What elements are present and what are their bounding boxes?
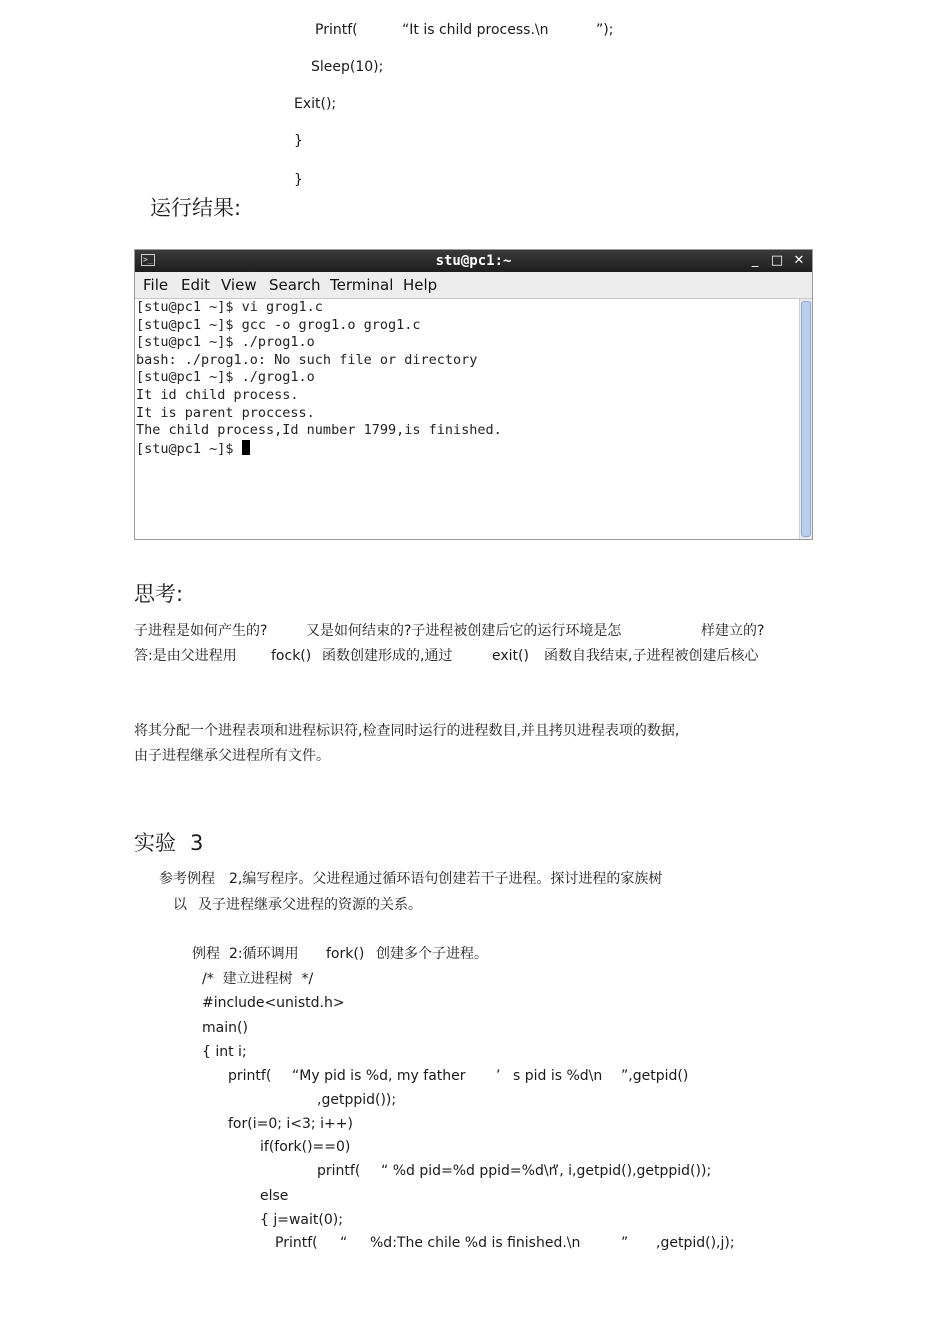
answer-text: fock() xyxy=(271,648,312,664)
code-line: Printf( xyxy=(275,1235,318,1251)
terminal-icon: >_ xyxy=(141,254,155,266)
code-line: Exit(); xyxy=(294,96,337,112)
answer-paragraph: 由子进程继承父进程所有文件。 xyxy=(134,748,330,764)
terminal-line: It is parent proccess. xyxy=(136,404,315,421)
answer-paragraph: 将其分配一个进程表项和进程标识符,检查同时运行的进程数目,并且拷贝进程表项的数据, xyxy=(134,723,680,739)
code-line: ” xyxy=(621,1235,629,1251)
minimize-icon[interactable]: _ xyxy=(751,253,759,268)
menu-file[interactable]: File xyxy=(143,276,169,294)
code-line: #include<unistd.h> xyxy=(202,995,345,1011)
example-title: 创建多个子进程。 xyxy=(376,946,488,962)
terminal-titlebar xyxy=(135,250,812,272)
terminal-prompt: [stu@pc1 ~]$ xyxy=(136,440,242,457)
scrollbar[interactable] xyxy=(799,299,812,539)
menu-view[interactable]: View xyxy=(221,276,257,294)
terminal-menubar xyxy=(135,272,812,299)
code-line: /* 建立进程树 */ xyxy=(202,971,314,987)
description: 2,编写程序。父进程通过循环语句创建若干子进程。探讨进程的家族树 xyxy=(229,871,663,887)
example-title: 例程 xyxy=(192,946,220,962)
code-line: } xyxy=(294,133,303,149)
answer-text: exit() xyxy=(492,648,529,664)
code-line: ”, i,getpid(),getppid()); xyxy=(552,1163,712,1179)
code-line: ,getpid(),j); xyxy=(656,1235,735,1251)
code-line: ’ xyxy=(496,1068,501,1084)
terminal-line: bash: ./prog1.o: No such file or directory xyxy=(136,351,478,368)
code-line: Printf( xyxy=(315,22,358,38)
code-line: ”); xyxy=(596,22,614,38)
cursor xyxy=(242,440,250,455)
code-line: { int i; xyxy=(202,1044,247,1060)
code-line: printf( xyxy=(228,1068,272,1084)
terminal-line: [stu@pc1 ~]$ ./prog1.o xyxy=(136,334,315,351)
code-line: } xyxy=(294,172,303,188)
menu-edit[interactable]: Edit xyxy=(181,276,211,294)
scrollbar-thumb[interactable] xyxy=(801,301,811,537)
code-line: “ xyxy=(340,1235,348,1251)
code-line: if(fork()==0) xyxy=(260,1139,351,1155)
terminal-line: The child process,Id number 1799,is finished. xyxy=(136,422,502,439)
question-text: 又是如何结束的?子进程被创建后它的运行环境是怎 xyxy=(306,623,622,639)
answer-text: 函数自我结束,子进程被创建后核心 xyxy=(544,648,759,664)
code-line: ,getppid()); xyxy=(317,1092,397,1108)
answer-text: 答:是由父进程用 xyxy=(134,648,237,664)
terminal-prompt-line xyxy=(136,440,250,459)
terminal-line: It id child process. xyxy=(136,387,299,403)
example-title: 2:循环调用 xyxy=(229,946,299,962)
code-line: { j=wait(0); xyxy=(260,1212,343,1228)
terminal-line: [stu@pc1 ~]$ vi grog1.c xyxy=(136,299,323,315)
menu-search[interactable]: Search xyxy=(269,276,321,294)
code-line: s pid is %d\n xyxy=(513,1068,603,1084)
code-line: Sleep(10); xyxy=(311,59,384,75)
code-line: else xyxy=(260,1188,289,1204)
description: 参考例程 xyxy=(159,871,215,887)
code-line: printf( xyxy=(317,1163,361,1179)
terminal-line: [stu@pc1 ~]$ gcc -o grog1.o grog1.c xyxy=(136,316,421,333)
result-heading: 运行结果: xyxy=(150,196,242,220)
example-title: fork() xyxy=(326,946,365,962)
menu-help[interactable]: Help xyxy=(403,276,438,294)
code-line: %d:The chile %d is finished.\n xyxy=(370,1235,581,1251)
code-line: for(i=0; i<3; i++) xyxy=(228,1116,353,1132)
thinking-heading: 思考: xyxy=(134,582,184,606)
code-line: ”,getpid() xyxy=(621,1068,689,1084)
answer-text: 函数创建形成的,通过 xyxy=(322,648,453,664)
question-text: 样建立的? xyxy=(701,623,765,639)
code-line: “ %d pid=%d ppid=%d\n xyxy=(381,1163,558,1179)
code-line: main() xyxy=(202,1020,248,1036)
close-icon[interactable]: ✕ xyxy=(793,253,805,268)
description: 及子进程继承父进程的资源的关系。 xyxy=(198,897,422,913)
question-text: 子进程是如何产生的? xyxy=(134,623,268,639)
code-line: “It is child process.\n xyxy=(402,22,549,38)
terminal-screenshot xyxy=(134,249,813,540)
terminal-title: stu@pc1:~ xyxy=(435,253,512,269)
description: 以 xyxy=(173,897,187,913)
terminal-screen[interactable] xyxy=(135,299,800,539)
maximize-icon[interactable]: □ xyxy=(770,253,784,268)
terminal-line: [stu@pc1 ~]$ ./grog1.o xyxy=(136,369,315,386)
code-line: “My pid is %d, my father xyxy=(292,1068,466,1084)
menu-terminal[interactable]: Terminal xyxy=(330,276,394,294)
section-number: 3 xyxy=(190,831,204,855)
section-heading: 实验 xyxy=(134,831,176,855)
